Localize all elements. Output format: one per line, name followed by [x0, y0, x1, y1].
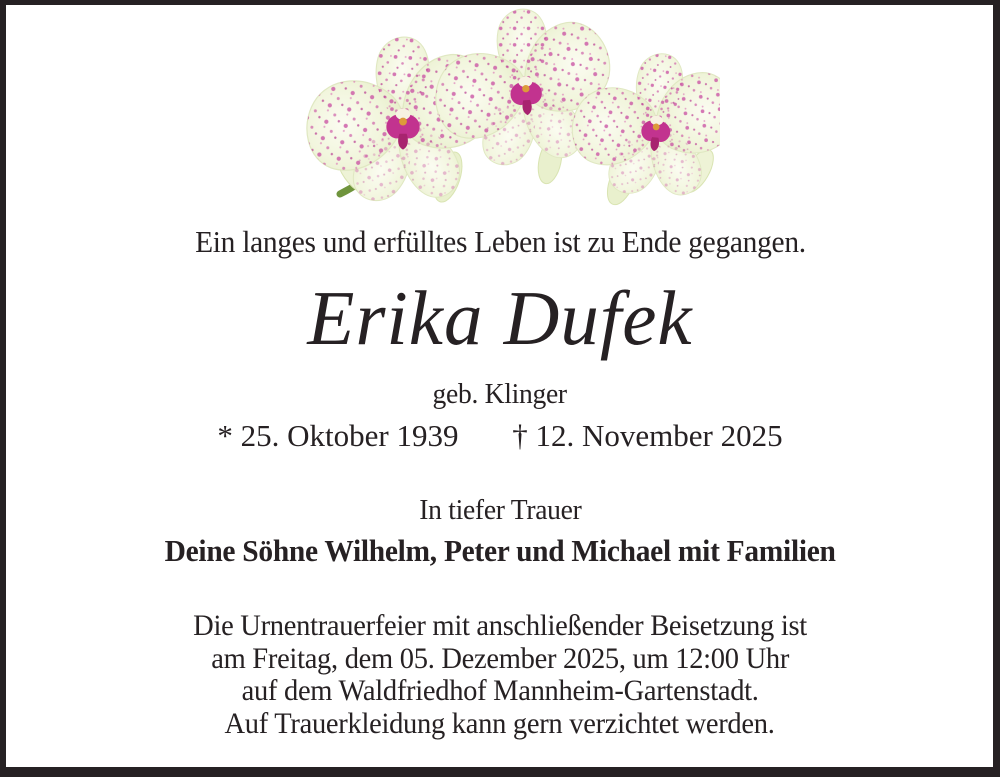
- mourners-line: [0, 533, 1000, 569]
- maiden-name-text: geb. Klinger: [432, 378, 568, 410]
- funeral-line-2: am Freitag, dem 05. Dezember 2025, um 12:00 Uhr: [211, 641, 789, 675]
- mourning-intro-text: In tiefer Trauer: [418, 494, 582, 526]
- opening-line: [0, 224, 1000, 260]
- deceased-name: Erika Dufek: [307, 275, 693, 361]
- funeral-line-3: auf dem Waldfriedhof Mannheim-Gartenstadt.: [241, 674, 759, 707]
- funeral-announcement: [0, 610, 1000, 740]
- opening-line-text: Ein langes und erfülltes Leben ist zu Ende gegangen.: [194, 224, 806, 259]
- orchid-image: [300, 8, 720, 220]
- life-dates: [0, 418, 1000, 454]
- mourners-line-text: Deine Söhne Wilhelm, Peter und Michael mit Familien: [164, 533, 836, 568]
- funeral-line-4: Auf Trauerkleidung kann gern verzichtet werden.: [224, 706, 776, 740]
- maiden-name: [0, 378, 1000, 411]
- death-date: † 12. November 2025: [512, 418, 783, 453]
- mourning-intro: [0, 494, 1000, 527]
- birth-date: * 25. Oktober 1939: [217, 418, 459, 453]
- funeral-line-1: Die Urnentrauerfeier mit anschließender Beisetzung ist: [193, 609, 807, 642]
